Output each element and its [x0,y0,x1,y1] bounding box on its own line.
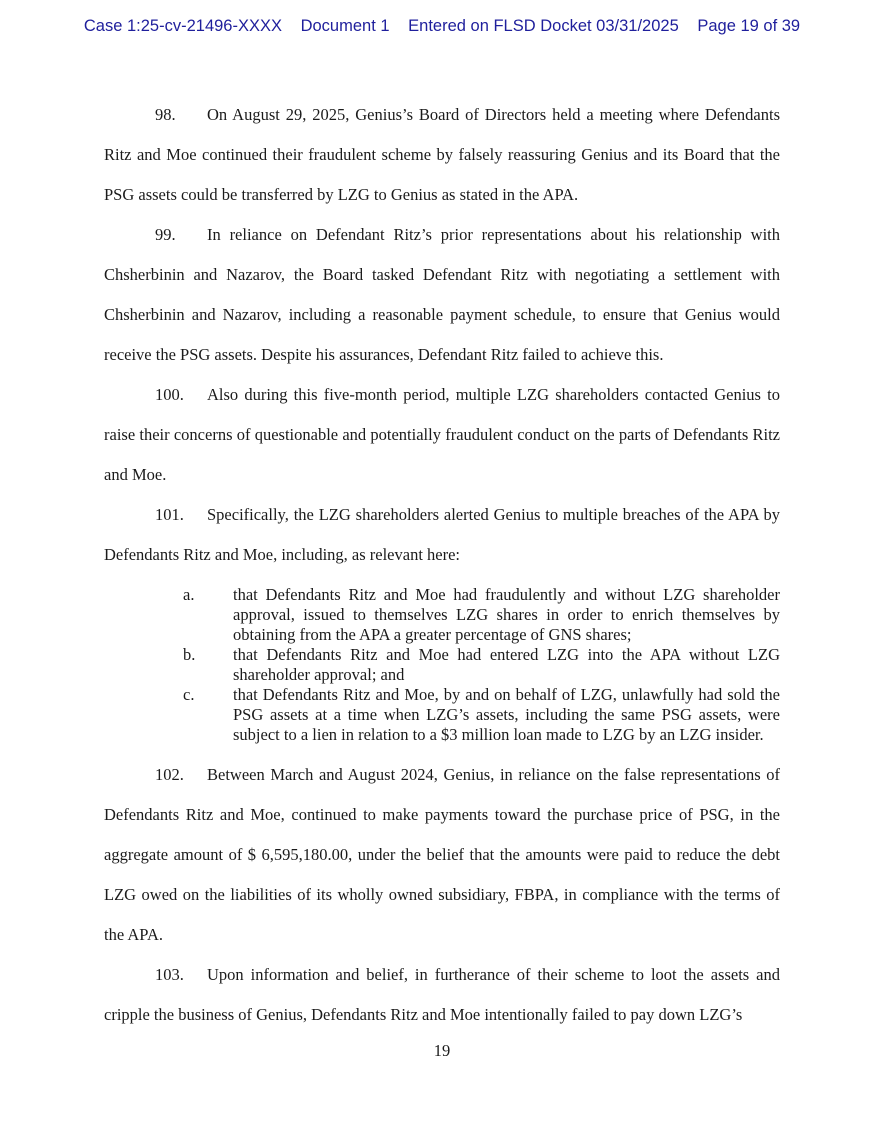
paragraph-number: 98. [155,105,176,124]
paragraph-text: In reliance on Defendant Ritz’s prior representations about his relationship with Chsherbinin and Nazarov, the Board tasked Defendant Ritz with negotiating a settlement with Chsherbinin and Nazarov, including a reasonable payment schedule, to ensure that Genius would receive the PSG assets. Despite his assurances, Defendant Ritz failed to achieve this. [104,225,780,364]
list-item-text: that Defendants Ritz and Moe had fraudulently and without LZG shareholder approval, issued to themselves LZG shares in order to enrich themselves by obtaining from the APA a greater percentage of GNS shares; [233,585,780,644]
list-item-text: that Defendants Ritz and Moe, by and on behalf of LZG, unlawfully had sold the PSG assets at a time when LZG’s assets, including the same PSG assets, were subject to a lien in relation to a $3 million loan made to LZG by an LZG insider. [233,685,780,744]
paragraph-103 [104,955,780,1035]
paragraph-text: Between March and August 2024, Genius, in reliance on the false representations of Defendants Ritz and Moe, continued to make payments toward the purchase price of PSG, in the aggregate amount of $ 6,595,180.00, under the belief that the amounts were paid to reduce the debt LZG owed on the liabilities of its wholly owned subsidiary, FBPA, in compliance with the terms of the APA. [104,765,780,944]
stamp-page-label: Page 19 of 39 [697,17,801,35]
paragraph-number: 103. [155,965,184,984]
stamp-entered-text: Entered on FLSD Docket 03/31/2025 [408,17,679,35]
paragraph-text: Upon information and belief, in furtherance of their scheme to loot the assets and cripple the business of Genius, Defendants Ritz and Moe intentionally failed to pay down LZG’s [104,965,780,1024]
list-item-a [183,585,780,645]
paragraph-101 [104,495,780,575]
breach-list [183,585,780,745]
docket-stamp [0,17,884,36]
page-number: 19 [433,1041,451,1060]
stamp-document-label: Document 1 [300,17,390,35]
paragraph-number: 99. [155,225,176,244]
paragraph-number: 100. [155,385,184,404]
stamp-case-number: Case 1:25-cv-21496-XXXX [83,17,282,35]
paragraph-98 [104,95,780,215]
paragraph-102 [104,755,780,955]
paragraph-100 [104,375,780,495]
document-body [104,95,780,1063]
paragraph-number: 102. [155,765,184,784]
paragraph-text: Specifically, the LZG shareholders alerted Genius to multiple breaches of the APA by Defendants Ritz and Moe, including, as relevant here: [104,505,780,564]
paragraph-text: Also during this five-month period, multiple LZG shareholders contacted Genius to raise their concerns of questionable and potentially fraudulent conduct on the parts of Defendants Ritz and Moe. [104,385,780,484]
list-item-label: c. [183,685,195,704]
list-item-label: a. [183,585,195,604]
paragraph-text: On August 29, 2025, Genius’s Board of Directors held a meeting where Defendants Ritz and Moe continued their fraudulent scheme by falsely reassuring Genius and its Board that the PSG assets could be transferred by LZG to Genius as stated in the APA. [104,105,780,204]
list-item-c [183,685,780,745]
list-item-b [183,645,780,685]
paragraph-99 [104,215,780,375]
list-item-label: b. [183,645,196,664]
paragraph-number: 101. [155,505,184,524]
list-item-text: that Defendants Ritz and Moe had entered LZG into the APA without LZG shareholder approval; and [233,645,780,684]
